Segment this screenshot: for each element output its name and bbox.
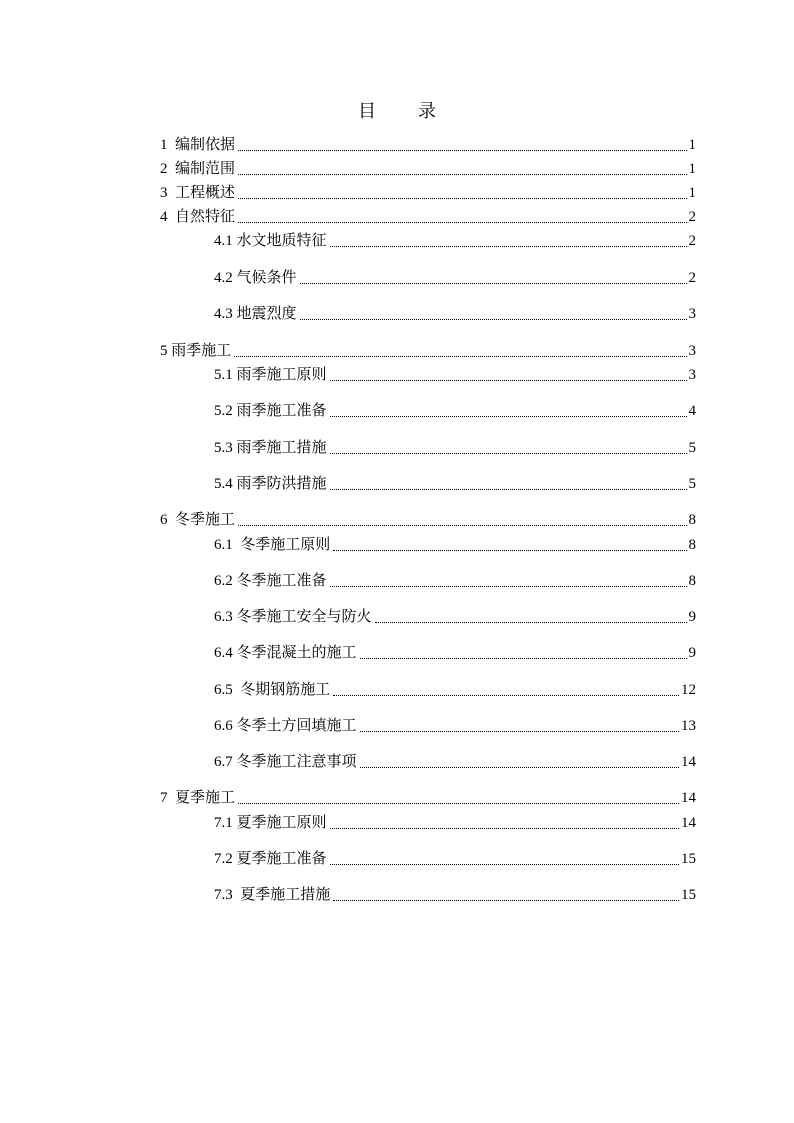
toc-entry-number: 4.2 [214,270,233,286]
toc-entry[interactable] [160,206,696,228]
toc-entry-number: 6.2 [214,573,233,589]
toc-leader-dots [330,586,687,587]
toc-entry-text: 冬季施工 [175,512,236,528]
toc-title-char-1: 目 [358,101,376,121]
toc-entry-page: 13 [681,718,696,734]
toc-entry-page: 8 [688,573,696,589]
toc-entry-page: 9 [688,609,696,625]
toc-entry[interactable] [160,158,696,180]
toc-leader-dots [360,731,679,732]
toc-entry-page: 2 [688,209,696,225]
toc-entry[interactable] [214,642,696,664]
toc-entry[interactable] [160,787,696,809]
toc-entry[interactable] [214,534,696,556]
toc-entry-page: 5 [688,440,696,456]
toc-entry-page: 8 [688,512,696,528]
toc-entry-separator [168,512,176,528]
toc-entry[interactable] [214,230,696,252]
toc-entry-text: 夏季施工原则 [236,815,327,831]
toc-entry-text: 自然特征 [175,209,236,225]
toc-leader-dots [330,864,679,865]
toc-entry[interactable] [214,437,696,459]
toc-entry-page: 3 [688,367,696,383]
toc-entry-number: 5 [160,343,168,359]
toc-entry-text: 夏季施工措施 [240,887,331,903]
toc-entry-label [160,206,235,228]
toc-entry-separator [168,790,176,806]
toc-entry[interactable] [214,303,696,325]
toc-entry-label [214,570,327,592]
toc-entry-text: 冬季施工原则 [240,537,331,553]
toc-entry[interactable] [214,473,696,495]
toc-entry-page: 15 [681,887,696,903]
toc-entry-page: 14 [681,815,696,831]
toc-entry-label [160,340,231,362]
toc-entry[interactable] [214,679,696,701]
toc-entry-page: 3 [688,306,696,322]
toc-entry-label [214,267,297,289]
toc-leader-dots [238,174,686,175]
toc-entry-label [214,364,327,386]
toc-leader-dots [300,319,687,320]
toc-entry-number: 4.3 [214,306,233,322]
toc-entry-number: 6.6 [214,718,233,734]
toc-leader-dots [238,222,686,223]
toc-entry-number: 7.3 [214,887,233,903]
toc-entry-text: 冬季土方回填施工 [236,718,357,734]
toc-leader-dots [360,767,679,768]
toc-entry-text: 工程概述 [175,185,236,201]
toc-entry[interactable] [214,400,696,422]
toc-title [0,97,794,123]
toc-entry-text: 雨季施工准备 [236,403,327,419]
toc-leader-dots [330,453,687,454]
toc-entry-label [214,751,357,773]
toc-entry-text: 编制依据 [175,137,236,153]
toc-entry[interactable] [160,134,696,156]
toc-entry-number: 4 [160,209,168,225]
toc-entry-number: 1 [160,137,168,153]
toc-entry-page: 4 [688,403,696,419]
toc-entry[interactable] [160,509,696,531]
toc-entry-number: 7.1 [214,815,233,831]
toc-entry-separator [168,137,176,153]
toc-entry-label [214,606,372,628]
toc-entry-text: 夏季施工 [175,790,236,806]
toc-entry-text: 编制范围 [175,161,236,177]
toc-entry-text: 水文地质特征 [236,233,327,249]
toc-leader-dots [238,198,686,199]
toc-entry-number: 5.4 [214,476,233,492]
toc-entry[interactable] [214,267,696,289]
toc-entry-label [214,473,327,495]
toc-entry[interactable] [214,812,696,834]
toc-leader-dots [234,356,686,357]
toc-entry[interactable] [214,751,696,773]
toc-entry[interactable] [214,364,696,386]
toc-entry[interactable] [214,884,696,906]
toc-entry-number: 6.4 [214,645,233,661]
toc-leader-dots [333,550,686,551]
toc-entry-label [214,642,357,664]
toc-entry-number: 6.5 [214,682,233,698]
toc-entry-page: 1 [688,137,696,153]
toc-leader-dots [330,416,687,417]
toc-entry-text: 冬季施工安全与防火 [236,609,372,625]
toc-entry-page: 14 [681,754,696,770]
toc-entry-label [214,534,330,556]
toc-entry-label [214,884,330,906]
toc-entry[interactable] [160,182,696,204]
toc-entry-number: 5.2 [214,403,233,419]
toc-entry-label [214,679,330,701]
toc-entry-label [160,509,235,531]
toc-entry-separator [168,185,176,201]
toc-entry-label [214,400,327,422]
toc-entry-label [214,230,327,252]
toc-entry[interactable] [214,570,696,592]
toc-entry-page: 2 [688,233,696,249]
toc-entry-page: 1 [688,185,696,201]
toc-entry-label [160,182,235,204]
toc-entry-text: 冬季混凝土的施工 [236,645,357,661]
toc-entry-label [214,437,327,459]
toc-entry-number: 6 [160,512,168,528]
toc-leader-dots [330,828,679,829]
toc-entry-separator [168,209,176,225]
toc-entry-number: 6.3 [214,609,233,625]
toc-entry-page: 14 [681,790,696,806]
toc-entry-number: 5.3 [214,440,233,456]
toc-entry-number: 4.1 [214,233,233,249]
toc-entry-text: 冬季施工注意事项 [236,754,357,770]
toc-leader-dots [330,380,687,381]
toc-leader-dots [333,695,679,696]
toc-entry-label [160,158,235,180]
toc-entry[interactable] [160,340,696,362]
toc-entry-label [214,848,327,870]
toc-entry-number: 6.1 [214,537,233,553]
toc-entry-number: 7.2 [214,851,233,867]
toc-entry-text: 夏季施工准备 [236,851,327,867]
toc-entry-page: 15 [681,851,696,867]
toc-entry-number: 6.7 [214,754,233,770]
toc-leader-dots [330,489,687,490]
toc-entry-page: 9 [688,645,696,661]
toc-entry-number: 5.1 [214,367,233,383]
toc-entry-page: 2 [688,270,696,286]
toc-leader-dots [238,803,679,804]
toc-entry-text: 气候条件 [236,270,297,286]
toc-entry-page: 5 [688,476,696,492]
toc-entry-page: 3 [688,343,696,359]
toc-entry[interactable] [214,606,696,628]
toc-entry-number: 3 [160,185,168,201]
toc-title-char-2: 录 [418,101,436,121]
toc-entry-text: 雨季施工措施 [236,440,327,456]
toc-entry-text: 雨季防洪措施 [236,476,327,492]
toc-entry-text: 冬期钢筋施工 [240,682,331,698]
toc-leader-dots [360,658,687,659]
toc-entry-label [160,134,235,156]
toc-leader-dots [333,900,679,901]
toc-leader-dots [330,246,687,247]
toc-entry-label [214,303,297,325]
toc-entry-label [160,787,235,809]
toc-entry[interactable] [214,715,696,737]
toc-leader-dots [238,525,686,526]
toc-leader-dots [375,622,687,623]
toc-entry-page: 8 [688,537,696,553]
toc-entry-page: 12 [681,682,696,698]
toc-entry-text: 雨季施工 [171,343,232,359]
toc-leader-dots [238,150,686,151]
toc-entry-label [214,812,327,834]
toc-entry-separator [168,161,176,177]
toc-leader-dots [300,283,687,284]
toc-entry[interactable] [214,848,696,870]
toc-entry-number: 2 [160,161,168,177]
toc-entry-text: 雨季施工原则 [236,367,327,383]
toc-entry-label [214,715,357,737]
toc-entry-number: 7 [160,790,168,806]
toc-entry-text: 地震烈度 [236,306,297,322]
toc-entry-page: 1 [688,161,696,177]
toc-entry-text: 冬季施工准备 [236,573,327,589]
